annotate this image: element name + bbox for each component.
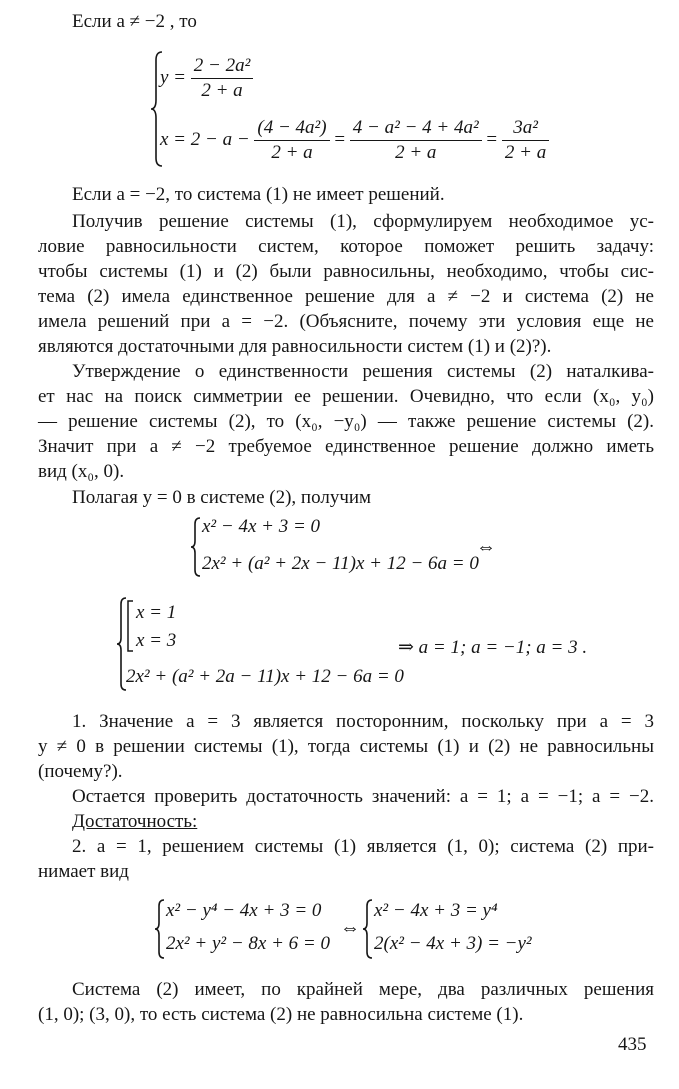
x-fraction-2 (350, 116, 482, 165)
paragraph-conclusion-line2: (1, 0); (3, 0), то есть система (2) не равносильна системе (1). (38, 1004, 524, 1025)
paragraph-conclusion-line1: Система (2) имеет, по крайней мере, два различных решения (72, 979, 654, 1000)
paragraph-case-a1-line1: 2. a = 1, решением системы (1) является (1, 0); система (2) при- (72, 836, 654, 857)
system4-right-row2: 2(x² − 4x + 3) = −y² (374, 933, 532, 954)
paragraph-necessary-line1: Получив решение системы (1), сформулируем необходимое ус- (72, 211, 654, 232)
paragraph-extraneous-line3: (почему?). (38, 761, 123, 782)
system3-result: ⇒ a = 1; a = −1; a = 3 . (398, 637, 588, 658)
paragraph-extraneous-line1: 1. Значение a = 3 является посторонним, поскольку при a = 3 (72, 711, 654, 732)
system4-right-row1: x² − 4x + 3 = y⁴ (374, 900, 498, 921)
paragraph-necessary-line4: тема (2) имела единственное решение для a ≠ −2 и система (2) не (38, 286, 654, 307)
x-equals-2: = (486, 128, 498, 150)
system2-brace (190, 516, 202, 578)
system2-equiv-arrow: ⇔ (476, 536, 496, 558)
x-fraction-3-num: 3a² (502, 116, 549, 141)
paragraph-necessary-line2: ловие равносильности систем, которое поможет решить задачу: (38, 236, 654, 257)
paragraph-symmetry-line5: вид (x₀, 0). (38, 461, 125, 482)
paragraph-symmetry-line4: Значит при a ≠ −2 требуемое единственное решение должно иметь (38, 436, 654, 457)
paragraph-extraneous-line2: y ≠ 0 в решении системы (1), тогда системы (1) и (2) не равносильны (38, 736, 654, 757)
y-fraction-den: 2 + a (201, 80, 243, 101)
paragraph-symmetry-line1: Утверждение о единственности решения системы (2) наталкива- (72, 361, 654, 382)
paragraph-necessary-line5: имела решений при a = −2. (Объясните, почему эти условия еще не (38, 311, 654, 332)
y-fraction-num: 2 − 2a² (191, 54, 254, 79)
system4-equiv-arrow: ⇔ (340, 917, 360, 939)
system3-row3: 2x² + (a² + 2a − 11)x + 12 − 6a = 0 (126, 666, 404, 687)
paragraph-necessary-line3: чтобы системы (1) и (2) были равносильны, необходимо, чтобы сис- (38, 261, 654, 282)
x-fraction-3 (502, 116, 549, 165)
x-fraction-3-den: 2 + a (504, 142, 547, 163)
page-number: 435 (618, 1034, 647, 1055)
x-fraction-1-num: (4 − 4a²) (254, 116, 329, 141)
x-equals-1: = (334, 128, 346, 150)
paragraph-case-a1-line2: нимает вид (38, 861, 129, 882)
x-lhs: x = 2 − a − (160, 128, 250, 150)
system4-left-row1: x² − y⁴ − 4x + 3 = 0 (166, 900, 322, 921)
system4-left-row2: 2x² + y² − 8x + 6 = 0 (166, 933, 330, 954)
system4-right-brace (362, 898, 374, 960)
system1-row-x (160, 116, 549, 165)
case-intro: Если a ≠ −2 , то (72, 11, 197, 32)
system1-row-y (160, 54, 253, 103)
paragraph-symmetry-line2: ет нас на поиск симметрии ее решении. Очевидно, что если (x₀, y₀) (38, 386, 654, 407)
y-lhs: y = (160, 66, 187, 88)
sufficiency-heading: Достаточность: (72, 811, 198, 832)
paragraph-necessary-line6: являются достаточными для равносильности систем (1) и (2)?). (38, 336, 552, 357)
y-fraction (191, 54, 254, 103)
paragraph-symmetry-line3: — решение системы (2), то (x₀, −y₀) — также решение системы (2). (38, 411, 654, 432)
x-fraction-2-num: 4 − a² − 4 + 4a² (350, 116, 482, 141)
system3-inner-bracket (126, 600, 134, 652)
system2-row2: 2x² + (a² + 2x − 11)x + 12 − 6a = 0 (202, 553, 479, 574)
x-fraction-1-den: 2 + a (271, 142, 313, 163)
system3-row2: x = 3 (136, 630, 177, 651)
system2-row1: x² − 4x + 3 = 0 (202, 516, 321, 537)
x-fraction-2-den: 2 + a (395, 142, 437, 163)
paragraph-case2: Если a = −2, то система (1) не имеет решений. (72, 184, 445, 205)
paragraph-let-y-zero: Полагая y = 0 в системе (2), получим (72, 487, 372, 508)
system4-left-brace (154, 898, 166, 960)
system3-row1: x = 1 (136, 602, 177, 623)
x-fraction-1 (254, 116, 329, 165)
paragraph-check-values: Остается проверить достаточность значений: a = 1; a = −1; a = −2. (72, 786, 654, 807)
